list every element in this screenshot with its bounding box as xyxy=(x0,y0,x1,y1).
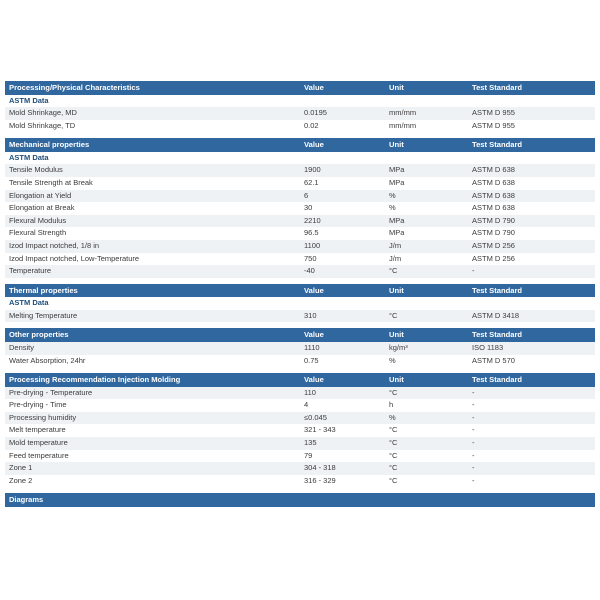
property-name: Flexural Modulus xyxy=(5,215,300,228)
table-row xyxy=(5,177,595,190)
property-value: 310 xyxy=(300,310,385,323)
property-unit: °C xyxy=(385,424,468,437)
property-name: Mold Shrinkage, TD xyxy=(5,120,300,133)
section-col-standard: Test Standard xyxy=(468,284,595,298)
property-name: Zone 1 xyxy=(5,462,300,475)
property-standard: ASTM D 955 xyxy=(468,120,595,133)
property-unit: MPa xyxy=(385,164,468,177)
section-title: Other properties xyxy=(5,328,300,342)
property-standard: ASTM D 790 xyxy=(468,215,595,228)
section-col-unit: Unit xyxy=(385,373,468,387)
property-value: 0.0195 xyxy=(300,107,385,120)
property-standard: ASTM D 3418 xyxy=(468,310,595,323)
property-standard: ASTM D 638 xyxy=(468,190,595,203)
property-unit: °C xyxy=(385,450,468,463)
property-unit: % xyxy=(385,355,468,368)
property-value: 304 - 318 xyxy=(300,462,385,475)
subsection-title: ASTM Data xyxy=(5,152,595,165)
table-row xyxy=(5,227,595,240)
property-standard: ASTM D 256 xyxy=(468,253,595,266)
table-row xyxy=(5,253,595,266)
table-row xyxy=(5,202,595,215)
table-row xyxy=(5,355,595,368)
table-row xyxy=(5,190,595,203)
property-value: 316 - 329 xyxy=(300,475,385,488)
property-value: 79 xyxy=(300,450,385,463)
property-unit: J/m xyxy=(385,253,468,266)
property-unit: MPa xyxy=(385,177,468,190)
property-unit: °C xyxy=(385,462,468,475)
property-value: 4 xyxy=(300,399,385,412)
property-standard: - xyxy=(468,424,595,437)
subsection-title: ASTM Data xyxy=(5,95,595,108)
property-unit: °C xyxy=(385,310,468,323)
property-unit: % xyxy=(385,190,468,203)
property-value: 96.5 xyxy=(300,227,385,240)
table-row xyxy=(5,437,595,450)
property-name: Elongation at Yield xyxy=(5,190,300,203)
section-header-row xyxy=(5,373,595,387)
table-row xyxy=(5,164,595,177)
property-unit: °C xyxy=(385,387,468,400)
subsection-header-row xyxy=(5,297,595,310)
property-unit: J/m xyxy=(385,240,468,253)
properties-table xyxy=(5,81,595,507)
property-unit: mm/mm xyxy=(385,120,468,133)
section-col-unit: Unit xyxy=(385,138,468,152)
property-name: Izod Impact notched, Low-Temperature xyxy=(5,253,300,266)
section-col-value: Value xyxy=(300,328,385,342)
property-standard: ISO 1183 xyxy=(468,342,595,355)
property-name: Zone 2 xyxy=(5,475,300,488)
property-unit: °C xyxy=(385,437,468,450)
table-row xyxy=(5,412,595,425)
property-value: ≤0.045 xyxy=(300,412,385,425)
table-row xyxy=(5,424,595,437)
section-col-standard: Test Standard xyxy=(468,373,595,387)
property-name: Melting Temperature xyxy=(5,310,300,323)
section-col-unit: Unit xyxy=(385,284,468,298)
property-standard: - xyxy=(468,265,595,278)
section-col-standard: Test Standard xyxy=(468,81,595,95)
property-value: 321 - 343 xyxy=(300,424,385,437)
section-col-unit: Unit xyxy=(385,81,468,95)
property-name: Melt temperature xyxy=(5,424,300,437)
section-header-row xyxy=(5,284,595,298)
property-name: Temperature xyxy=(5,265,300,278)
section-col-value: Value xyxy=(300,138,385,152)
property-standard: - xyxy=(468,387,595,400)
property-name: Mold temperature xyxy=(5,437,300,450)
table-row xyxy=(5,120,595,133)
table-row xyxy=(5,387,595,400)
property-standard: ASTM D 638 xyxy=(468,177,595,190)
section-col-value: Value xyxy=(300,284,385,298)
table-row xyxy=(5,399,595,412)
property-value: 750 xyxy=(300,253,385,266)
diagrams-title: Diagrams xyxy=(5,493,595,507)
property-standard: - xyxy=(468,450,595,463)
section-col-value: Value xyxy=(300,81,385,95)
property-name: Mold Shrinkage, MD xyxy=(5,107,300,120)
subsection-header-row xyxy=(5,95,595,108)
property-unit: % xyxy=(385,412,468,425)
property-name: Elongation at Break xyxy=(5,202,300,215)
property-value: 1900 xyxy=(300,164,385,177)
table-row xyxy=(5,240,595,253)
property-name: Pre-drying - Time xyxy=(5,399,300,412)
property-standard: - xyxy=(468,437,595,450)
property-value: 1100 xyxy=(300,240,385,253)
property-value: 0.75 xyxy=(300,355,385,368)
section-header-row xyxy=(5,138,595,152)
section-col-standard: Test Standard xyxy=(468,138,595,152)
property-value: 110 xyxy=(300,387,385,400)
property-name: Pre-drying - Temperature xyxy=(5,387,300,400)
property-name: Flexural Strength xyxy=(5,227,300,240)
property-standard: ASTM D 570 xyxy=(468,355,595,368)
property-standard: - xyxy=(468,462,595,475)
table-row xyxy=(5,342,595,355)
property-value: 30 xyxy=(300,202,385,215)
section-title: Processing Recommendation Injection Molding xyxy=(5,373,300,387)
property-unit: MPa xyxy=(385,215,468,228)
property-name: Water Absorption, 24hr xyxy=(5,355,300,368)
property-value: 1110 xyxy=(300,342,385,355)
table-row xyxy=(5,475,595,488)
property-unit: °C xyxy=(385,265,468,278)
property-standard: ASTM D 256 xyxy=(468,240,595,253)
property-name: Tensile Strength at Break xyxy=(5,177,300,190)
property-value: 6 xyxy=(300,190,385,203)
diagrams-header-row xyxy=(5,493,595,507)
property-name: Feed temperature xyxy=(5,450,300,463)
table-row xyxy=(5,310,595,323)
property-standard: - xyxy=(468,475,595,488)
property-unit: °C xyxy=(385,475,468,488)
table-row xyxy=(5,107,595,120)
subsection-title: ASTM Data xyxy=(5,297,595,310)
property-standard: - xyxy=(468,412,595,425)
section-title: Thermal properties xyxy=(5,284,300,298)
property-value: 62.1 xyxy=(300,177,385,190)
property-unit: kg/m³ xyxy=(385,342,468,355)
section-title: Mechanical properties xyxy=(5,138,300,152)
property-standard: - xyxy=(468,399,595,412)
property-standard: ASTM D 790 xyxy=(468,227,595,240)
property-unit: mm/mm xyxy=(385,107,468,120)
property-standard: ASTM D 638 xyxy=(468,202,595,215)
properties-table-body xyxy=(5,81,595,507)
property-unit: % xyxy=(385,202,468,215)
property-value: -40 xyxy=(300,265,385,278)
property-standard: ASTM D 638 xyxy=(468,164,595,177)
section-header-row xyxy=(5,328,595,342)
table-row xyxy=(5,265,595,278)
section-header-row xyxy=(5,81,595,95)
section-col-standard: Test Standard xyxy=(468,328,595,342)
section-col-unit: Unit xyxy=(385,328,468,342)
property-name: Processing humidity xyxy=(5,412,300,425)
property-unit: h xyxy=(385,399,468,412)
property-name: Tensile Modulus xyxy=(5,164,300,177)
section-title: Processing/Physical Characteristics xyxy=(5,81,300,95)
property-standard: ASTM D 955 xyxy=(468,107,595,120)
property-name: Density xyxy=(5,342,300,355)
property-unit: MPa xyxy=(385,227,468,240)
subsection-header-row xyxy=(5,152,595,165)
table-row xyxy=(5,462,595,475)
table-row xyxy=(5,450,595,463)
property-name: Izod Impact notched, 1/8 in xyxy=(5,240,300,253)
property-value: 0.02 xyxy=(300,120,385,133)
section-col-value: Value xyxy=(300,373,385,387)
property-value: 2210 xyxy=(300,215,385,228)
property-value: 135 xyxy=(300,437,385,450)
table-row xyxy=(5,215,595,228)
